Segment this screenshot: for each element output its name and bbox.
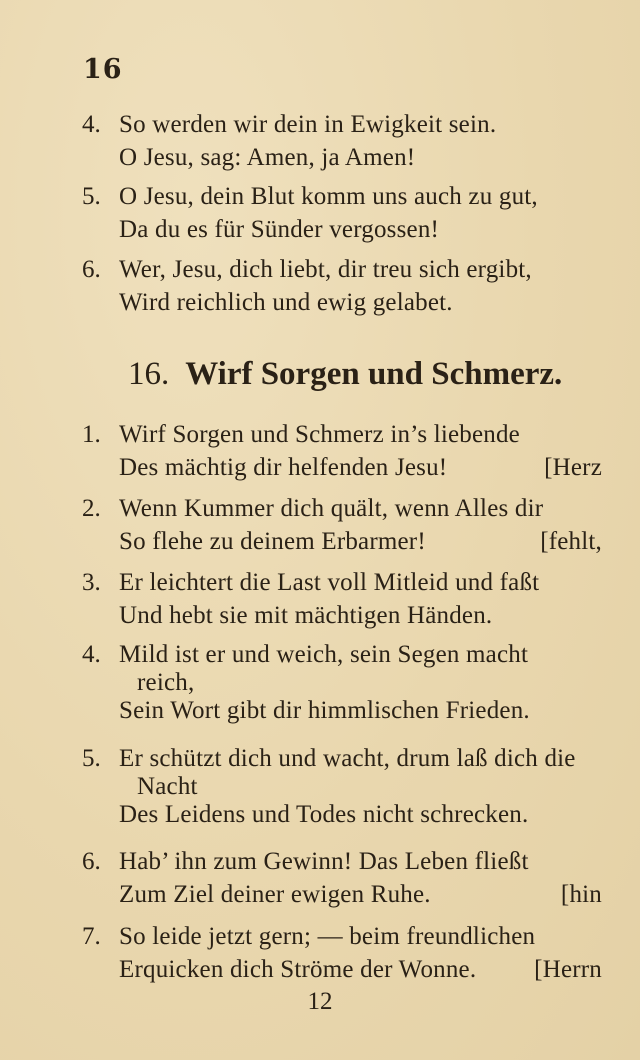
- header-page-number: 16: [83, 54, 123, 85]
- verse-line: Wer, Jesu, dich liebt, dir treu sich ergibt,: [119, 256, 532, 283]
- verse-number: 6.: [82, 256, 101, 283]
- hymn-verse-2: [82, 492, 602, 558]
- verse-line: Sein Wort gibt dir himmlischen Frieden.: [119, 697, 530, 724]
- verse-line: So leide jetzt gern; — beim freundlichen: [119, 923, 536, 950]
- carry-over-word: [Herz: [544, 454, 602, 481]
- hymn-verse-5: [82, 745, 602, 829]
- verse-line: [119, 878, 602, 911]
- verse-line: So werden wir dein in Ewigkeit sein.: [119, 111, 497, 138]
- verse-number: 7.: [82, 923, 101, 950]
- verse-line: [119, 451, 602, 484]
- carry-over-word: [Herrn: [534, 956, 602, 983]
- footer-page-number: 12: [307, 988, 333, 1015]
- verse-line-text: So flehe zu deinem Erbarmer!: [119, 528, 426, 555]
- verse-line: [119, 953, 602, 986]
- hymn-number: 16.: [128, 356, 170, 392]
- verse-line: Wird reichlich und ewig gelabet.: [119, 289, 453, 316]
- hymn-verse-1: [82, 418, 602, 484]
- verse-line: Da du es für Sünder vergossen!: [119, 216, 440, 243]
- verse-line: Des Leidens und Todes nicht schrecken.: [119, 801, 529, 828]
- verse-line-text: Erquicken dich Ströme der Wonne.: [119, 956, 477, 983]
- verse-number: 1.: [82, 421, 101, 448]
- verse-number: 5.: [82, 745, 101, 772]
- verse-number: 2.: [82, 495, 101, 522]
- hymn-verse-7: [82, 920, 602, 986]
- verse-line: [119, 525, 602, 558]
- carry-over-word: [hin: [560, 881, 602, 908]
- verse-line: Wirf Sorgen und Schmerz in’s liebende: [119, 421, 520, 448]
- verse-line: O Jesu, dein Blut komm uns auch zu gut,: [119, 183, 538, 210]
- hymn-title-text: Wirf Sorgen und Schmerz.: [185, 356, 563, 392]
- hymn-verse-3: [82, 566, 602, 632]
- verse-line: Und hebt sie mit mächtigen Händen.: [119, 602, 493, 629]
- verse-line: O Jesu, sag: Amen, ja Amen!: [119, 144, 416, 171]
- verse-line: Er schützt dich und wacht, drum laß dich die: [119, 745, 576, 772]
- verse-number: 4.: [82, 641, 101, 668]
- prev-verse-5: [82, 180, 602, 246]
- verse-line-text: Zum Ziel deiner ewigen Ruhe.: [119, 881, 431, 908]
- verse-number: 3.: [82, 569, 101, 596]
- hymn-title: [128, 356, 562, 393]
- verse-number: 5.: [82, 183, 101, 210]
- hymn-verse-4: [82, 641, 602, 725]
- prev-verse-6: [82, 253, 602, 319]
- verse-line: Hab’ ihn zum Gewinn! Das Leben fließt: [119, 848, 529, 875]
- verse-line: Wenn Kummer dich quält, wenn Alles dir: [119, 495, 544, 522]
- verse-line: Er leichtert die Last voll Mitleid und faßt: [119, 569, 540, 596]
- verse-line-text: Des mächtig dir helfenden Jesu!: [119, 454, 448, 481]
- verse-number: 4.: [82, 111, 101, 138]
- verse-line-continuation: reich,: [137, 669, 195, 696]
- prev-verse-4: [82, 108, 602, 174]
- hymn-verse-6: [82, 845, 602, 911]
- verse-line: Mild ist er und weich, sein Segen macht: [119, 641, 529, 668]
- verse-number: 6.: [82, 848, 101, 875]
- carry-over-word: [fehlt,: [540, 528, 602, 555]
- verse-line-continuation: Nacht: [137, 773, 198, 800]
